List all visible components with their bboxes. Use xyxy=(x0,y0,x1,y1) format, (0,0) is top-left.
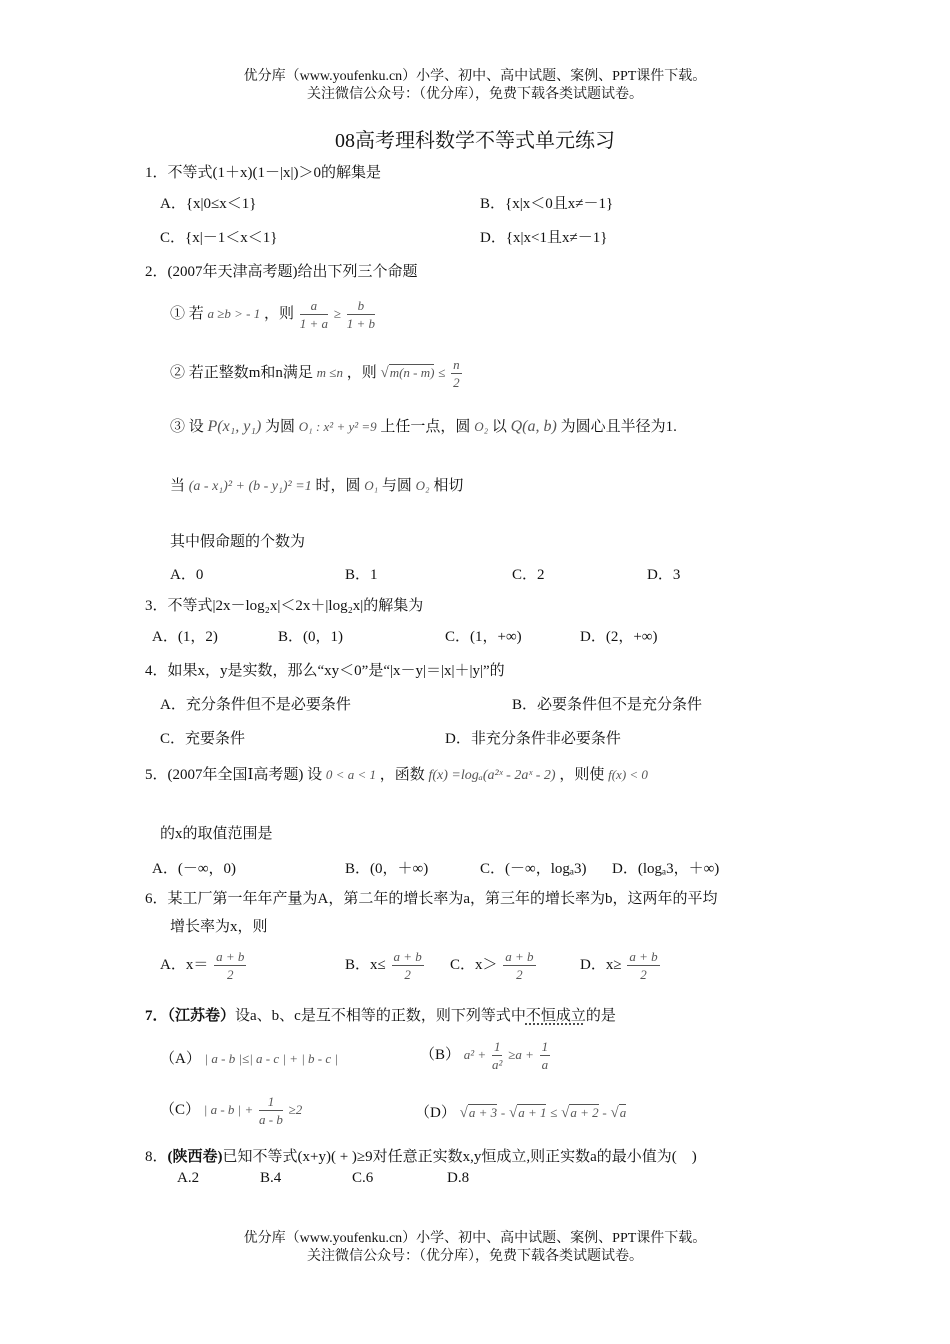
q2-p3-circle-o1: O₁ : x² + y² =9 xyxy=(298,419,377,434)
q2-p3-text-c: 上任一点，圆 xyxy=(380,419,471,435)
sqrt-icon: √ xyxy=(610,1105,619,1121)
q8-option-a: A.2 xyxy=(177,1170,200,1186)
q2-p4-o1: O₁ xyxy=(364,478,379,493)
q5-text-a: 5．(2007年全国Ⅰ高考题) 设 xyxy=(145,767,323,783)
q2-p2-fraction xyxy=(451,356,462,391)
q6-fraction-b xyxy=(392,948,424,983)
q1-option-a: A．{x|0≤x＜1} xyxy=(160,196,257,212)
q8-num: 8． xyxy=(145,1149,168,1165)
q2-p1-ge: ≥ xyxy=(333,305,341,321)
q7-option-b-label: （B） xyxy=(420,1046,461,1063)
q7-option-c xyxy=(160,1093,302,1128)
q1-stem: 1．不等式(1＋x)(1－|x|)＞0的解集是 xyxy=(145,165,381,181)
q6-option-d-label: D．x≥ xyxy=(580,956,622,973)
q2-p4-text-b: 时，圆 xyxy=(315,478,361,494)
q6-option-a xyxy=(160,948,248,983)
q6-option-b xyxy=(345,948,426,983)
q6-option-c-label: C．x＞ xyxy=(450,956,498,973)
denominator: 2 xyxy=(516,967,523,982)
numerator: 1 xyxy=(541,1039,549,1054)
q7-option-a-expr: | a - b |≤| a - c | + | b - c | xyxy=(204,1051,338,1066)
q5-option-c: C．(－∞，logₐ3) xyxy=(480,861,587,877)
q2-p3-text-b: 为圆 xyxy=(265,419,296,435)
q6-fraction-a xyxy=(214,948,246,983)
numerator: 1 xyxy=(493,1039,501,1054)
q5-stem-2: 的x的取值范围是 xyxy=(160,826,273,842)
q3-option-a: A．(1，2) xyxy=(152,629,218,645)
q7-d-sqrt-3: a + 2 xyxy=(570,1105,599,1120)
q5-option-a: A．(－∞，0) xyxy=(152,861,237,877)
sqrt-icon: √ xyxy=(508,1105,518,1121)
denominator: a² xyxy=(491,1057,503,1072)
q2-p1-condition: a ≥b > - 1 xyxy=(207,305,261,321)
q1-option-d: D．{x|x<1且x≠－1} xyxy=(480,230,608,246)
q1-option-c: C．{x|－1＜x＜1} xyxy=(160,230,278,246)
q5-stem xyxy=(145,763,648,784)
q8-option-b: B.4 xyxy=(260,1170,282,1186)
q7-option-b-frac1 xyxy=(492,1038,503,1073)
q2-option-d: D．3 xyxy=(647,567,681,583)
q5-inequality: f(x) < 0 xyxy=(608,767,648,782)
denominator: 1 + b xyxy=(346,316,375,331)
q2-p4-text-a: 当 xyxy=(170,478,186,494)
q2-option-c: C．2 xyxy=(512,567,545,583)
numerator: n xyxy=(453,357,460,372)
q3-option-b: B．(0，1) xyxy=(278,629,343,645)
numerator: a + b xyxy=(505,949,534,964)
q2-p3-circle-o2: O₂ xyxy=(474,419,489,434)
q8-stem xyxy=(145,1145,697,1166)
q5-option-b: B．(0，＋∞) xyxy=(345,861,429,877)
q2-p1-fraction-1 xyxy=(300,297,328,332)
q7-source: 7．（江苏卷） xyxy=(145,1008,236,1024)
q2-p2-text-b: ，则 xyxy=(346,364,377,381)
q2-p4-expression: (a - x₁)² + (b - y₁)² =1 xyxy=(188,479,312,494)
q7-d-op-3: - xyxy=(602,1105,607,1120)
q2-ask: 其中假命题的个数为 xyxy=(170,534,306,550)
denominator: 2 xyxy=(404,967,411,982)
q4-option-a: A．充分条件但不是必要条件 xyxy=(160,697,351,713)
denominator: a - b xyxy=(259,1112,283,1127)
numerator: a + b xyxy=(216,949,245,964)
q6-stem-1: 6．某工厂第一年年产量为A，第二年的增长率为a，第三年的增长率为b，这两年的平均 xyxy=(145,891,718,907)
q7-text-c: 的是 xyxy=(585,1008,616,1024)
q8-option-c: C.6 xyxy=(352,1170,374,1186)
q6-option-a-label: A．x＝ xyxy=(160,956,209,973)
q2-proposition-3-cont xyxy=(170,474,463,495)
q7-d-op-1: - xyxy=(500,1105,506,1120)
q1-option-b: B．{x|x＜0且x≠－1} xyxy=(480,196,614,212)
q7-d-op-2: ≤ xyxy=(550,1105,558,1120)
q5-option-d: D．(logₐ3，＋∞) xyxy=(612,861,720,877)
q7-option-c-post: ≥2 xyxy=(288,1101,303,1117)
q2-p3-text-e: 为圆心且半径为1. xyxy=(560,419,677,435)
q2-p2-le: ≤ xyxy=(438,364,446,380)
q4-option-c: C．充要条件 xyxy=(160,731,246,747)
q7-emphasis: 不恒成立 xyxy=(525,1008,586,1024)
q8-text: 已知不等式(x+y)( + )≥9对任意正实数x,y恒成立,则正实数a的最小值为( ) xyxy=(222,1149,697,1165)
q6-stem-2: 增长率为x，则 xyxy=(170,919,268,935)
numerator: a + b xyxy=(393,949,422,964)
q2-p3-text-a: ③ 设 xyxy=(170,419,204,435)
footer-line-1: 优分库（www.youfenku.cn）小学、初中、高中试题、案例、PPT课件下载。 xyxy=(243,1231,707,1246)
numerator: a xyxy=(300,297,328,315)
q7-text-b: 设a、b、c是互不相等的正数，则下列等式中 xyxy=(235,1008,526,1024)
q3-stem: 3．不等式|2x－log₂x|＜2x＋|log₂x|的解集为 xyxy=(145,598,424,614)
q7-d-sqrt-2: a + 1 xyxy=(518,1105,547,1120)
q4-option-b: B．必要条件但不是充分条件 xyxy=(512,697,703,713)
q5-text-b: ，函数 xyxy=(379,767,425,783)
q2-p1-text-a: ① 若 xyxy=(170,305,204,322)
numerator: 1 xyxy=(259,1093,283,1111)
q7-option-d-label: （D） xyxy=(415,1105,456,1121)
q7-option-c-pre: | a - b | + xyxy=(203,1101,254,1117)
q8-option-d: D.8 xyxy=(447,1170,470,1186)
q7-option-b-mid: ≥a + xyxy=(508,1046,534,1062)
q7-stem xyxy=(145,1004,616,1025)
q7-option-c-frac xyxy=(259,1093,283,1128)
denominator: 2 xyxy=(640,967,647,982)
q2-p2-sqrt: m(n - m) xyxy=(389,364,435,380)
q2-p2-condition: m ≤n xyxy=(316,364,343,380)
q6-option-b-label: B．x≤ xyxy=(345,956,386,973)
q2-option-a: A．0 xyxy=(170,567,204,583)
q4-stem: 4．如果x，y是实数，那么“xy＜0”是“|x－y|＝|x|＋|y|”的 xyxy=(145,663,505,679)
page-title: 08高考理科数学不等式单元练习 xyxy=(335,130,615,152)
q6-option-c xyxy=(450,948,538,983)
q5-text-c: ，则使 xyxy=(559,767,605,783)
header-line-2: 关注微信公众号：（优分库），免费下载各类试题试卷。 xyxy=(307,87,643,102)
q7-option-a-label: （A） xyxy=(160,1051,201,1067)
q3-option-c: C．(1，+∞) xyxy=(445,629,522,645)
footer-line-2: 关注微信公众号：（优分库），免费下载各类试题试卷。 xyxy=(307,1249,643,1264)
q7-option-c-label: （C） xyxy=(160,1101,201,1118)
q8-source: (陕西卷) xyxy=(167,1149,223,1165)
q4-option-d: D．非充分条件非必要条件 xyxy=(445,731,621,747)
q2-p3-point-p: P(x₁, y₁) xyxy=(207,418,262,435)
q6-fraction-c xyxy=(503,948,535,983)
q3-option-d: D．(2，+∞) xyxy=(580,629,658,645)
q2-stem: 2．(2007年天津高考题)给出下列三个命题 xyxy=(145,264,418,280)
numerator: a + b xyxy=(629,949,658,964)
q2-p1-fraction-2 xyxy=(347,297,375,332)
denominator: 2 xyxy=(226,967,234,982)
q7-d-sqrt-4: a xyxy=(619,1105,627,1120)
q2-p4-text-c: 与圆 xyxy=(381,478,412,494)
sqrt-icon: √ xyxy=(459,1105,468,1121)
q2-p1-text-b: ，则 xyxy=(264,305,295,322)
q6-option-d xyxy=(580,948,662,983)
q7-option-b-frac2 xyxy=(540,1038,551,1073)
q7-d-sqrt-1: a + 3 xyxy=(468,1105,498,1120)
q2-proposition-3 xyxy=(170,415,677,436)
q5-function: f(x) =logₐ(a²ˣ - 2aˣ - 2) xyxy=(428,768,556,783)
q2-p4-o2: O₂ xyxy=(415,478,430,493)
q2-p4-text-d: 相切 xyxy=(433,478,464,494)
q6-fraction-d xyxy=(627,948,659,983)
denominator: 1 + a xyxy=(299,316,329,331)
q2-p3-point-q: Q(a, b) xyxy=(510,418,557,435)
q2-p3-text-d: 以 xyxy=(491,419,507,435)
denominator: 2 xyxy=(453,375,460,390)
sqrt-icon: √ xyxy=(380,364,389,381)
q7-option-b-pre: a² + xyxy=(463,1046,487,1062)
q7-option-d xyxy=(415,1101,626,1122)
denominator: a xyxy=(541,1057,549,1072)
q2-option-b: B．1 xyxy=(345,567,378,583)
q2-p2-text-a: ② 若正整数m和n满足 xyxy=(170,364,313,381)
q5-condition: 0 < a < 1 xyxy=(325,767,376,782)
header-line-1: 优分库（www.youfenku.cn）小学、初中、高中试题、案例、PPT课件下载。 xyxy=(243,69,707,84)
numerator: b xyxy=(347,297,375,315)
q2-proposition-2 xyxy=(170,356,464,391)
q2-proposition-1 xyxy=(170,297,377,332)
q7-option-a xyxy=(160,1047,338,1068)
q7-option-b xyxy=(420,1038,552,1073)
sqrt-icon: √ xyxy=(561,1105,570,1121)
